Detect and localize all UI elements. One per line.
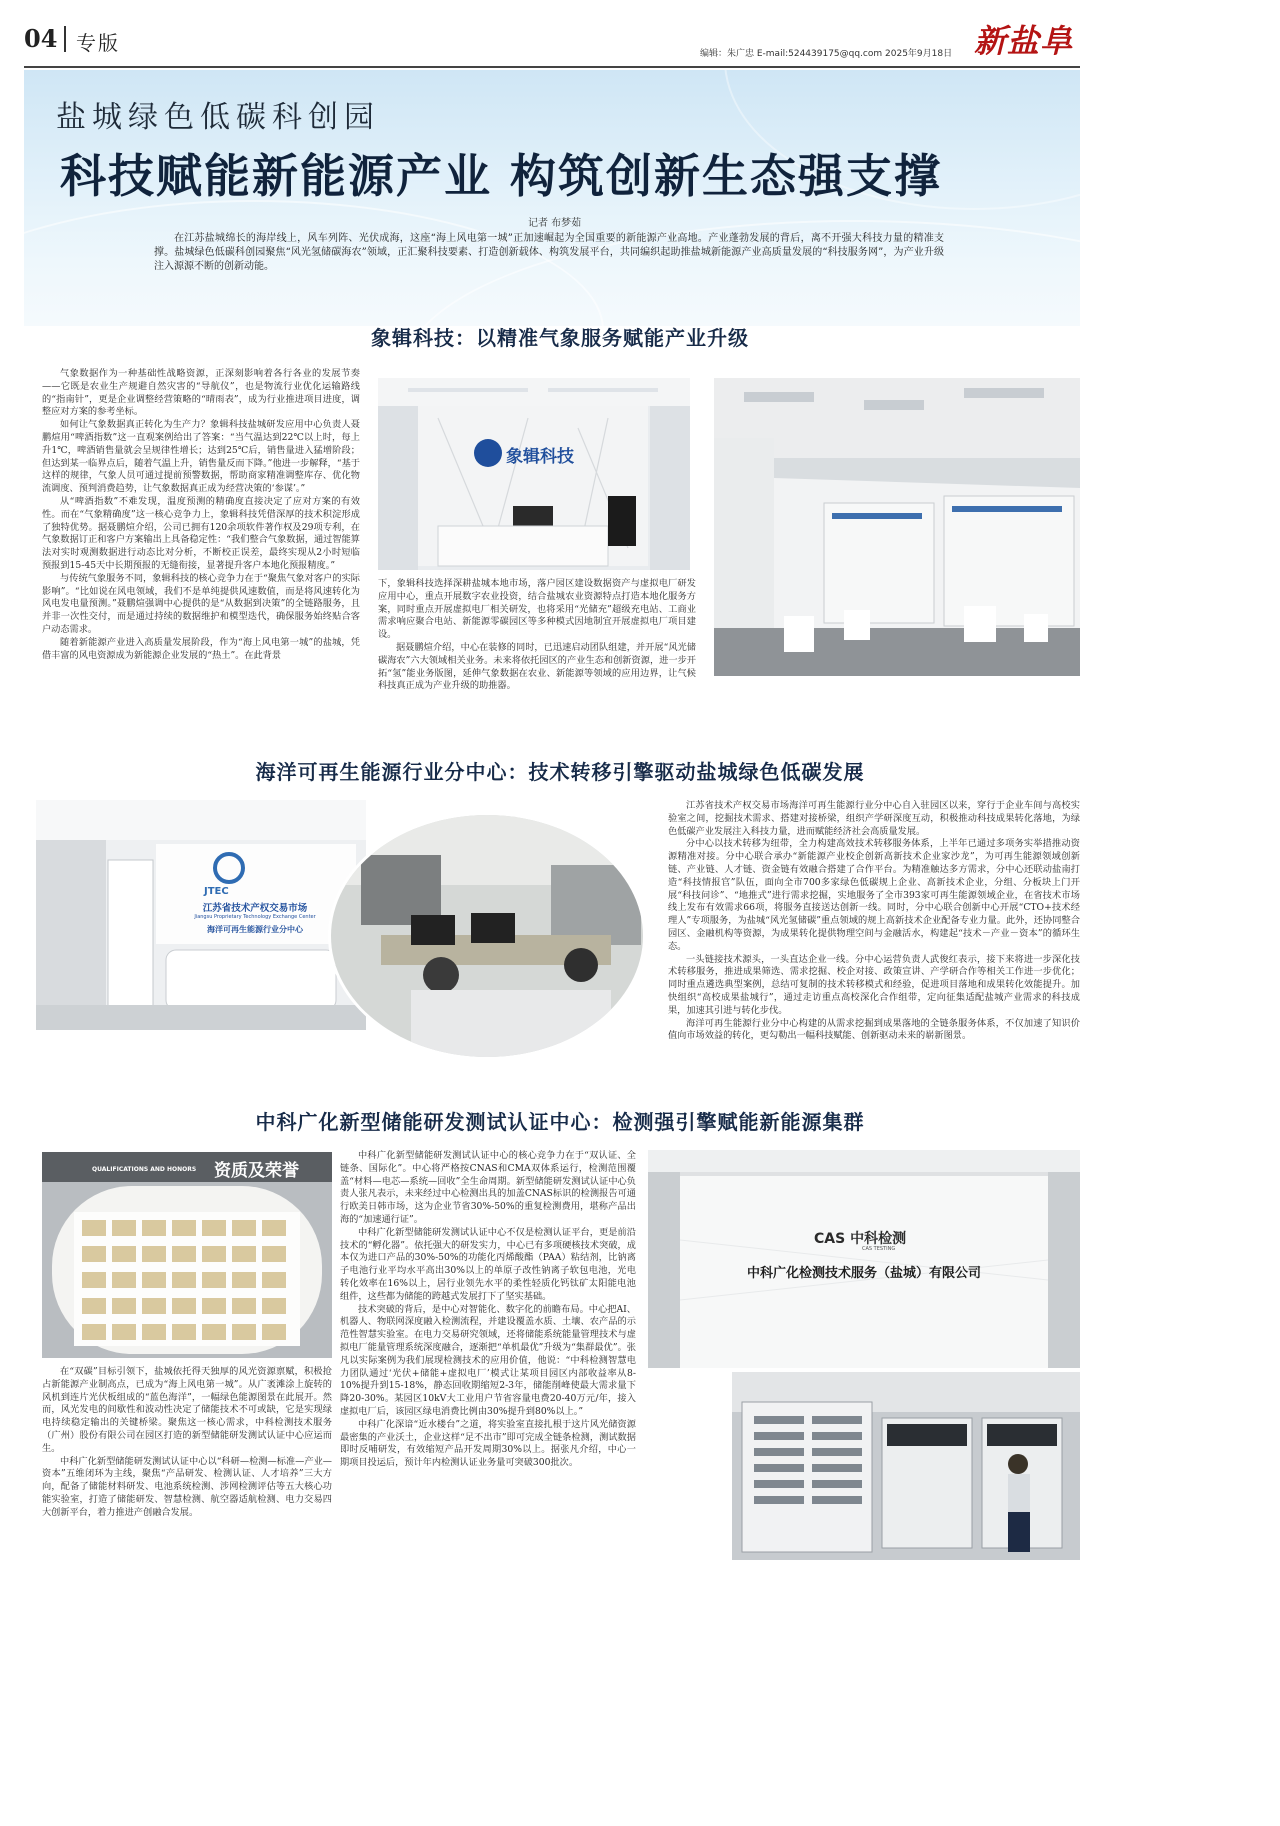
section2-title: 海洋可再生能源行业分中心：技术转移引擎驱动盐城绿色低碳发展: [255, 760, 865, 784]
zhongke-company-sign: 中科广化检测技术服务（盐城）有限公司: [746, 1266, 981, 1281]
photo-xiangji-reception: [378, 378, 690, 570]
section2-col: [668, 800, 1080, 1043]
photo-honors-wall: [42, 1152, 332, 1358]
banner-headline: 科技赋能新能源产业 构筑创新生态强支撑: [60, 149, 943, 203]
paragraph: 从“啤酒指数”不难发现，温度预测的精确度直接决定了应对方案的有效性。而在“气象精确度”这一核心竞争力上，象辑科技凭借深厚的技术积淀形成了独特优势。据聂鹏煊介绍，公司已拥有120余项软件著作权及29项专利，在气象数据订正和客户方案输出上具备稳定性：“我们整合气象数据，通过智能算法对实时观测数据进行动态比对分析，不断校正误差，最终实现从2小时短临预报到15-45天中长期预报的无缝衔接，显著提升客户本地化预报精度。”: [42, 495, 360, 571]
section1-title: 象辑科技：以精准气象服务赋能产业升级: [371, 326, 749, 350]
photo-exhibition-hall: [714, 378, 1080, 676]
photo-battery-lab: [732, 1372, 1080, 1560]
paragraph: 分中心以技术转移为纽带，全力构建高效技术转移服务体系，上半年已通过多项务实举措推动资源精准对接。分中心联合承办“新能源产业校企创新高新技术企业家沙龙”，为可再生能源领域创新链、产业链、人才链、资金链有效融合搭建了合作平台。为精准触达多方需求，分中心还联动盐南打造“科技情报官”队伍，面向全市700多家绿色低碳规上企业、高新技术企业，分组、分板块上门开展“科技问诊”、“地推式”进行需求挖掘，实地服务了全市393家可再生能源领域企业，在省技术市场线上发布有效需求66项，将服务直接送达创新一线。同时，分中心联合创新中心开展“CTO+技术经理人”专项服务，为盐城“风光氢储碳”重点领域的规上高新技术企业配备专业力量。此外，还协同整合园区、金融机构等资源，为成果转化提供物理空间与金融活水，构建起“技术－产业－资本”的循环生态。: [668, 838, 1080, 952]
page-number: 04: [24, 24, 58, 53]
paragraph: 据聂鹏煊介绍，中心在装修的同时，已迅速启动团队组建，并开展“风光储碳海农”六大领域相关业务。未来将依托园区的产业生态和创新资源，进一步开拓“氢”能业务版图，延伸气象数据在农业、新能源等领域的应用边界，让气候科技真正成为产业升级的助推器。: [378, 641, 696, 692]
paragraph: 技术突破的背后，是中心对智能化、数字化的前瞻布局。中心把AI、机器人、物联网深度融入检测流程，并建设覆盖水质、土壤、农产品的示范性智慧实验室。在电力交易研究领域，还将储能系统能量管理技术与虚拟电厂能量管理系统深度融合，逐渐把“单机最优”升级为“集群最优”。张凡以实际案例为我们展现检测技术的应用价值，他说：“中科检测智慧电力团队通过‘光伏+储能+虚拟电厂’模式让某项目园区内部收益率从8-10%提升到15-18%，静态回收期缩短2-3年，储能削峰使最大需求量下降20-30%。某园区10kV大工业用户节省容量电费20-40万元/年，接入虚拟电厂后，该园区绿电消费比例由30%提升到80%以上。”: [340, 1303, 636, 1417]
section-name: 专版: [76, 31, 120, 55]
lead-paragraph: 在江苏盐城绵长的海岸线上，风车列阵、光伏成海，这座“海上风电第一城”正加速崛起为全国重要的新能源产业高地。产业蓬勃发展的背后，离不开强大科技力量的精准支撑。盐城绿色低碳科创园聚焦“风光氢储碳海农”领域，正汇聚科技要素、打造创新载体、构筑发展平台，共同编织起助推盐城新能源产业高质量发展的“科技服务网”，为产业升级注入源源不断的创新动能。: [154, 233, 944, 272]
paragraph: 与传统气象服务不同，象辑科技的核心竞争力在于“聚焦气象对客户的实际影响”。“比如说在风电领域，我们不是单纯提供风速数值，而是将风速转化为风电发电量预测。”聂鹏煊强调中心提供的是“从数据到决策”的全链路服务，且并非一次性交付，而是通过持续的数据维护和模型迭代，确保服务始终贴合客户动态需求。: [42, 572, 360, 635]
jtec-sign-sub: 海洋可再生能源行业分中心: [207, 925, 303, 934]
paragraph: 下，象辑科技选择深耕盐城本地市场，落户园区建设数据资产与虚拟电厂研发应用中心，重点开展数字农业投资，结合盐城农业资源特点打造本地化服务方案，同时重点开展虚拟电厂相关研发，也将采用“光储充”超级充电站、工商业需求响应聚合电站、新能源零碳园区等多种模式因地制宜开展虚拟电厂项目建设。: [378, 578, 696, 641]
paragraph: 在“双碳”目标引领下，盐城依托得天独厚的风光资源禀赋，积极抢占新能源产业制高点，已成为“海上风电第一城”。从广袤滩涂上旋转的风机到连片光伏板组成的“蓝色海洋”，一幅绿色能源图景在此展开。然而，风光发电的间歇性和波动性决定了储能技术不可或缺，它是实现绿电持续稳定输出的关键桥梁。聚焦这一核心需求，中科检测技术服务（广州）股份有限公司在园区打造的新型储能研发测试认证中心应运而生。: [42, 1366, 332, 1454]
paragraph: 随着新能源产业进入高质量发展阶段，作为“海上风电第一城”的盐城，凭借丰富的风电资源成为新能源企业发展的“热土”。在此背景: [42, 636, 360, 661]
paragraph: 江苏省技术产权交易市场海洋可再生能源行业分中心自入驻园区以来，穿行于企业车间与高校实验室之间，挖掘技术需求、搭建对接桥梁，组织产学研深度互动，积极推动科技成果转化落地，为绿色低碳产业发展注入科技力量，进而赋能经济社会高质量发展。: [668, 800, 1080, 837]
paragraph: 一头链接技术源头，一头直达企业一线。分中心运营负责人武俊红表示，接下来将进一步深化技术转移服务，推进成果筛选、需求挖掘、校企对接、政策宣讲、产学研合作等相关工作进一步优化；同时重点遴选典型案例，总结可复制的技术转移模式和经验，促进项目落地和成果转化效能提升。加快组织“高校成果盐城行”，通过走访重点高校深化合作组带，定向征集适配盐城产业需求的科技成果，加速其引进与转化步伐。: [668, 953, 1080, 1016]
section1-col2: [378, 578, 696, 693]
paragraph: 中科广化深谙“近水楼台”之道，将实验室直接扎根于这片风光储资源最密集的产业沃土，企业这样“足不出市”即可完成全链条检测，测试数据即时反哺研发，有效缩短产品开发周期30%以上。据张凡介绍，中心一期项目投运后，预计年内检测认证业务量可突破300批次。: [340, 1418, 636, 1469]
editor-line: 编辑：朱广忠 E-mail:524439175@qq.com 2025年9月18日: [700, 49, 953, 59]
banner-kicker: 盐城绿色低碳科创园: [56, 100, 380, 135]
cas-brand-en: CAS TESTING: [862, 1246, 896, 1252]
paragraph: 中科广化新型储能研发测试认证中心的核心竞争力在于“双认证、全链条、国际化”。中心将严格按CNAS和CMA双体系运行，检测范围覆盖“材料—电芯—系统—回收”全生命周期。新型储能研发测试认证中心负责人张凡表示，未来经过中心检测出具的加盖CNAS标识的检测报告可通行欧美日韩市场，这为企业节省30%-50%的重复检测费用，堪称产品出海的“加速通行证”。: [340, 1150, 636, 1225]
honors-wall-cn: 资质及荣誉: [214, 1161, 299, 1181]
section3-col-mid: [340, 1150, 636, 1470]
xiangji-sign: 象辑科技: [506, 447, 574, 467]
honors-wall-en: QUALIFICATIONS AND HONORS: [92, 1166, 197, 1173]
paragraph: 如何让气象数据真正转化为生产力？象辑科技盐城研发应用中心负责人聂鹏煊用“啤酒指数”这一直观案例给出了答案：“当气温达到22℃以上时，每上升1℃，啤酒销售量就会呈规律性增长；达到25℃后，销售量进入猛增阶段；但达到某一临界点后，随着气温上升，销售量反而下降。”他进一步解释，“基于这样的规律，气象人员可通过提前预警数据，帮助商家精准调整库存、优化物流调度、预判消费趋势，让气象数据真正成为经营决策的‘参谋’。”: [42, 419, 360, 495]
jtec-sign-cn: 江苏省技术产权交易市场: [202, 903, 308, 914]
masthead-divider: [64, 26, 66, 52]
newspaper-logo: 新盐阜: [974, 22, 1074, 60]
paragraph: 气象数据作为一种基础性战略资源，正深刻影响着各行各业的发展节奏——它既是农业生产规避自然灾害的“导航仪”，也是物流行业优化运输路线的“指南针”，更是企业调整经营策略的“晴雨表”，成为行业推进项目进度，调整应对方案的参考坐标。: [42, 368, 360, 418]
section1-col1: [42, 368, 360, 662]
section3-title: 中科广化新型储能研发测试认证中心：检测强引擎赋能新能源集群: [255, 1110, 865, 1134]
photo-zhongke-sign-wall: [648, 1150, 1080, 1368]
section3-col-left: [42, 1366, 332, 1520]
photo-office-circle: [328, 812, 646, 1060]
paragraph: 中科广化新型储能研发测试认证中心不仅是检测认证平台，更是前沿技术的“孵化器”。依托强大的研发实力，中心已有多项硬核技术突破，成本仅为进口产品的30%-50%的功能化丙烯酸酯（PAA）粘结剂，比钠离子电池行业平均水平高出30%以上的单原子改性钠离子软包电池，光电转化效率在16%以上，居行业领先水平的柔性轻质化钙钛矿太阳能电池组件，这些都为储能的跨越式发展打下了坚实基础。: [340, 1226, 636, 1302]
photo-jtec-reception: [36, 800, 366, 1030]
cas-brand: CAS 中科检测: [814, 1231, 907, 1247]
jtec-sign-en: Jiangsu Proprietary Technology Exchange Center: [194, 914, 316, 920]
masthead-rule: [24, 66, 1080, 68]
paragraph: 中科广化新型储能研发测试认证中心以“科研—检测—标准—产业—资本”五维闭环为主线，聚焦“产品研发、检测认证、人才培养”三大方向，配备了储能材料研发、电池系统检测、涉网检测评估等五大核心功能实验室，打造了储能研发、智慧检测、航空器适航检测、电力交易四大创新平台，着力推进产创融合发展。: [42, 1455, 332, 1518]
jtec-logo-text: JTEC: [204, 886, 229, 897]
paragraph: 海洋可再生能源行业分中心构建的从需求挖掘到成果落地的全链条服务体系，不仅加速了知识价值向市场效益的转化，更勾勒出一幅科技赋能、创新驱动未来的崭新图景。: [668, 1017, 1080, 1042]
byline: 记者 布梦茹: [528, 218, 582, 229]
